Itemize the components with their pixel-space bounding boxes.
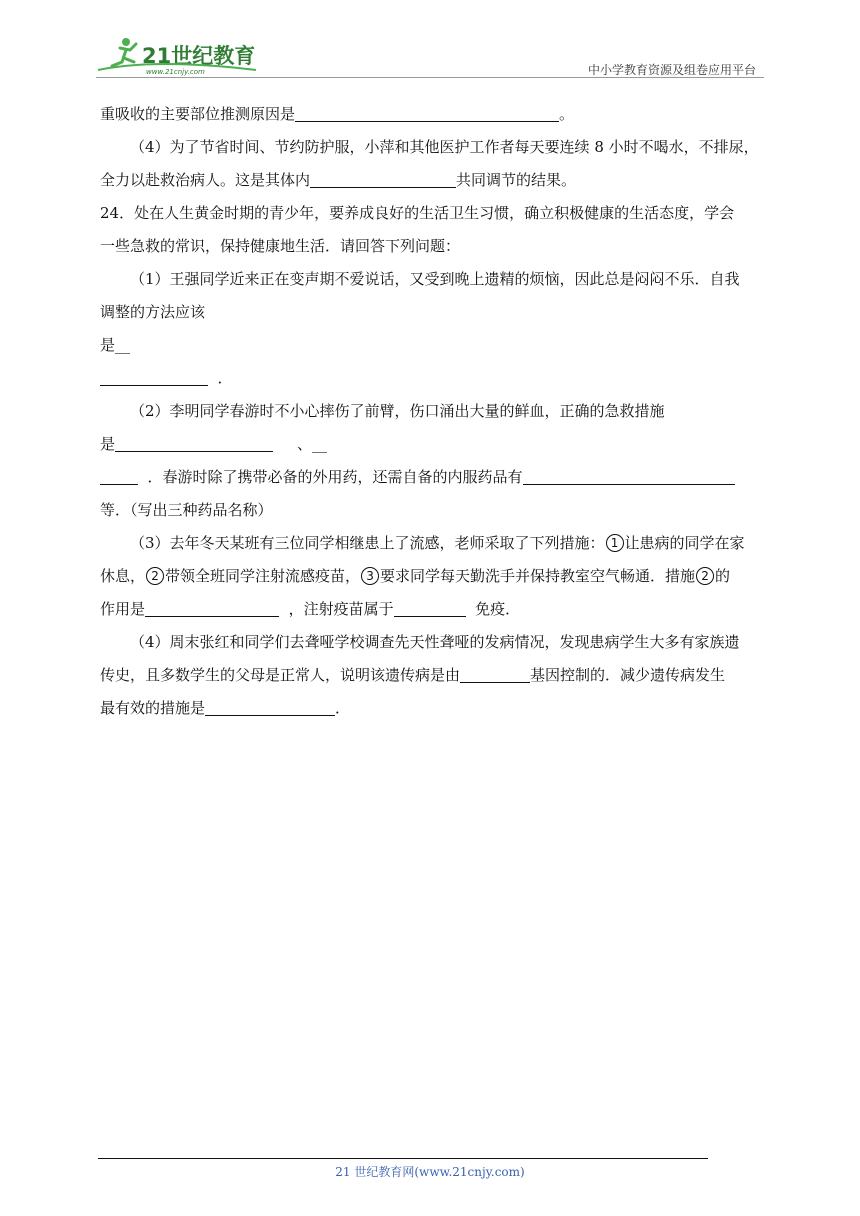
circled-number: 2 xyxy=(696,567,714,585)
runner-icon xyxy=(122,38,130,46)
text-line: 全力以赴救治病人。这是其体内 共同调节的结果。 xyxy=(100,171,577,189)
text-line: 是 、__ xyxy=(100,435,328,453)
header-divider xyxy=(96,77,764,78)
logo-url-text: www.21cnjy.com xyxy=(146,68,205,76)
page-header xyxy=(96,32,764,78)
text-line: 一些急救的常识，保持健康地生活．请回答下列问题： xyxy=(100,237,461,255)
footer-link[interactable]: 21 世纪教育网(www.21cnjy.com) xyxy=(335,1165,525,1179)
platform-label: 中小学教育资源及组卷应用平台 xyxy=(587,63,756,77)
circled-number: 1 xyxy=(606,534,624,552)
question-24: 24．处在人生黄金时期的青少年，要养成良好的生活卫生习惯，确立积极健康的生活态度，学会 xyxy=(100,204,735,222)
text-line: （2）李明同学春游时不小心摔伤了前臂，伤口涌出大量的鲜血，正确的急救措施 xyxy=(130,402,665,420)
answer-blank[interactable] xyxy=(295,103,559,122)
document-body xyxy=(100,98,762,725)
text-line: （4）周末张红和同学们去聋哑学校调查先天性聋哑的发病情况，发现患病学生大多有家族遗 xyxy=(130,633,740,651)
answer-blank[interactable] xyxy=(205,697,335,716)
text-line: 传史，且多数学生的父母是正常人，说明该遗传病是由 基因控制的．减少遗传病发生 xyxy=(100,666,726,684)
text-line: 最有效的措施是 ． xyxy=(100,699,351,717)
circled-number: 3 xyxy=(361,567,379,585)
text-line: （4）为了节省时间、节约防护服，小萍和其他医护工作者每天要连续 8 小时不喝水，不排尿， xyxy=(130,138,759,156)
footer-divider xyxy=(98,1158,708,1159)
text-line: 调整的方法应该 xyxy=(100,303,206,321)
logo-mark-text: 21世纪教育 xyxy=(142,44,256,68)
text-line: （3）去年冬天某班有三位同学相继患上了流感，老师采取了下列措施： 1 让患病的同学在家 xyxy=(130,534,745,552)
text-line: ． xyxy=(100,362,762,395)
answer-blank[interactable] xyxy=(115,433,273,452)
text-line: 等．（写出三种药品名称） xyxy=(100,501,273,519)
answer-blank[interactable] xyxy=(394,598,466,617)
text-line: 重吸收的主要部位推测原因是 。 xyxy=(100,105,575,123)
answer-blank[interactable] xyxy=(100,466,138,485)
answer-blank[interactable] xyxy=(100,367,208,386)
answer-blank[interactable] xyxy=(523,466,735,485)
answer-blank[interactable] xyxy=(145,598,279,617)
answer-blank[interactable] xyxy=(310,169,456,188)
text-line: 是__ xyxy=(100,336,131,354)
text-line: ．春游时除了携带必备的外用药，还需自备的内服药品有 xyxy=(100,461,762,494)
text-line: 休息， 2 带领全班同学注射流感疫苗， 3 要求同学每天勤洗手并保持教室空气畅通．措施 2 的 xyxy=(100,567,731,585)
circled-number: 2 xyxy=(146,567,164,585)
text-line: （1）王强同学近来正在变声期不爱说话，又受到晚上遗精的烦恼，因此总是闷闷不乐．自我 xyxy=(130,270,740,288)
answer-blank[interactable] xyxy=(460,664,530,683)
text-line: 作用是 ，注射疫苗属于 免疫． xyxy=(100,600,521,618)
logo-21cnjy xyxy=(96,32,266,78)
